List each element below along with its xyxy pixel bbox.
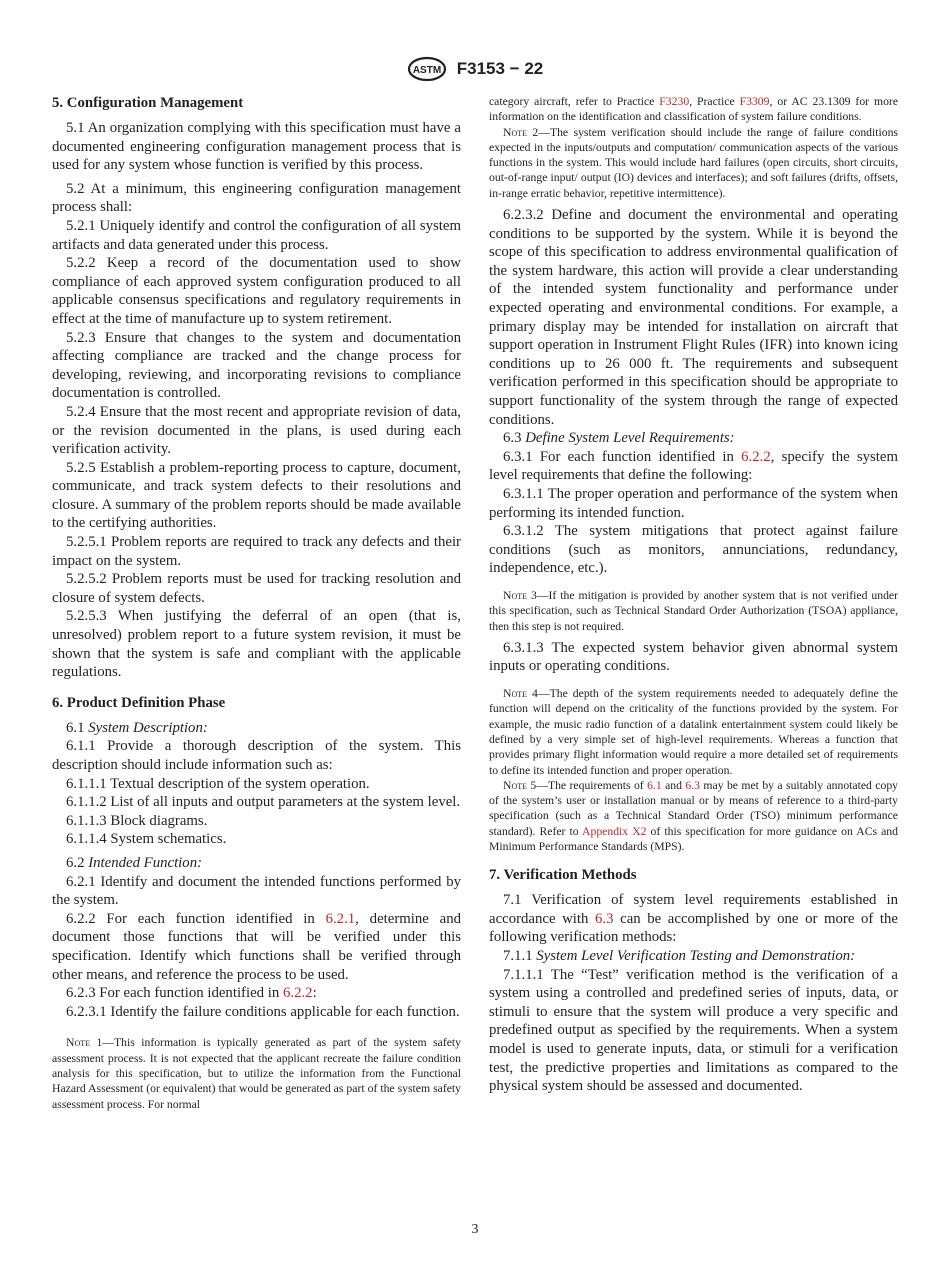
note-1: Note 1—This information is typically generated as part of the system safety assessment process. It is not expected that the applicant recreate the failure condition analysis for this specification, but to utilize the information from the Functional Hazard Assessment (or equivalent) that would be generated as part of the system safety assessment process. For normal: [52, 1036, 461, 1111]
page-header: [0, 56, 950, 82]
paragraph-5-2-5-3: 5.2.5.3 When justifying the deferral of an open (that is, unresolved) problem report to a future system revision, it must be shown that the system is safe and compliant with the applicable regulations.: [52, 608, 461, 681]
paragraph-5-2-5-1: 5.2.5.1 Problem reports are required to track any defects and their impact on the system.: [52, 534, 461, 569]
link-appendix-x2[interactable]: Appendix X2: [582, 824, 647, 838]
link-6-2-1[interactable]: 6.2.1: [325, 910, 356, 927]
link-6-2-2-b[interactable]: 6.2.2: [741, 448, 771, 465]
paragraph-6-1-1-3: 6.1.1.3 Block diagrams.: [66, 812, 208, 829]
paragraph-6-1-1-4: 6.1.1.4 System schematics.: [66, 831, 227, 848]
link-6-3[interactable]: 6.3: [685, 778, 701, 792]
note-2: Note 2—The system verification should include the range of failure conditions expected in the inputs/outputs and computation/ communication aspects of the various functions in the system. This would include hard failures (open circuits, short circuits, out-of-range input/ output (IO) devices and interfaces); and soft failures (drifts, offsets, in-range erratic behavior, repetitive intermittence).: [489, 125, 898, 200]
paragraph-5-2-5: 5.2.5 Establish a problem-reporting process to capture, document, communicate, and track system defects to their resolutions and closure. A summary of the problem reports should be made available to the certifying authorities.: [52, 459, 461, 532]
note-4: Note 4—The depth of the system requirements needed to adequately define the function will depend on the criticality of the functions provided by the system. For example, the music radio function of a datalink entertainment system could likely be defined by a very simple set of high-level requirements. Whereas a function that provides primary flight information would require a more detailed set of requirements to define its intended function and proper operation.: [489, 687, 898, 777]
paragraph-6-3: 6.3 Define System Level Requirements:: [503, 430, 735, 447]
paragraph-6-3-1-3: 6.3.1.3 The expected system behavior given abnormal system inputs or operating conditions.: [489, 639, 898, 675]
svg-text:ASTM: ASTM: [412, 65, 441, 76]
paragraph-6-3-1-2: 6.3.1.2 The system mitigations that protect against failure conditions (such as monitors, annunciations, redundancy, independence, etc.).: [489, 523, 898, 577]
paragraph-5-1: 5.1 An organization complying with this specification must have a documented engineering configuration management process that is used for any system whose function is verified by this process.: [52, 120, 461, 174]
section-heading-6: 6. Product Definition Phase: [52, 694, 226, 711]
left-column: [52, 94, 461, 1112]
paragraph-5-2-2: 5.2.2 Keep a record of the documentation used to show compliance of each approved system configuration produced to all applicable consensus specifications and regulatory requirements in effect at the time of manufacture up to system retirement.: [52, 255, 461, 327]
paragraph-7-1-1-1: 7.1.1.1 The “Test” verification method is the verification of a system using a controlled and predefined series of inputs, data, or stimuli to ensure that the system will produce a very specific and predefined output as specified by the requirements. When a system model is used to generate inputs, data, or stimuli for a verification test, the predictive properties and limitations as compared to the physical system should be assessed and documented.: [489, 966, 898, 1095]
paragraph-6-2-3: 6.2.3 For each function identified in 6.2.2:: [66, 985, 317, 1002]
paragraph-6-1-1: 6.1.1 Provide a thorough description of the system. This description should include information such as:: [52, 738, 461, 773]
link-6-2-2[interactable]: 6.2.2: [282, 985, 313, 1002]
document-designation: F3153 − 22: [456, 59, 544, 78]
paragraph-5-2-4: 5.2.4 Ensure that the most recent and appropriate revision of data, or the revision documented in the plans, is used during each verification activity.: [52, 403, 461, 458]
paragraph-7-1: 7.1 Verification of system level requirements established in accordance with 6.3 can be accomplished by one or more of the following verification methods:: [489, 892, 898, 946]
link-6-3-b[interactable]: 6.3: [595, 910, 614, 927]
paragraph-6-1-1-1: 6.1.1.1 Textual description of the system operation.: [66, 775, 370, 792]
paragraph-5-2-3: 5.2.3 Ensure that changes to the system and documentation affecting compliance are tracked and the change process for developing, reviewing, and incorporating revisions to compliance documentation is controlled.: [52, 329, 461, 402]
link-f3230[interactable]: F3230: [659, 95, 690, 108]
paragraph-6-2-1: 6.2.1 Identify and document the intended functions performed by the system.: [52, 873, 461, 909]
section-heading-7: 7. Verification Methods: [489, 867, 637, 884]
paragraph-7-1-1: 7.1.1 System Level Verification Testing and Demonstration:: [503, 948, 856, 965]
paragraph-5-2: 5.2 At a minimum, this engineering configuration management process shall:: [52, 180, 461, 216]
paragraph-6-3-1-1: 6.3.1.1 The proper operation and performance of the system when performing its intended function.: [489, 485, 898, 521]
right-column: [489, 94, 898, 1096]
note-1-continued: category aircraft, refer to Practice F3230, Practice F3309, or AC 23.1309 for more information on the identification and classification of system failure conditions.: [489, 95, 899, 124]
paragraph-5-2-5-2: 5.2.5.2 Problem reports must be used for tracking resolution and closure of system defects.: [52, 571, 461, 606]
paragraph-6-2-3-1: 6.2.3.1 Identify the failure conditions applicable for each function.: [66, 1003, 460, 1020]
section-heading-5: 5. Configuration Management: [52, 95, 244, 111]
paragraph-6-1-1-2: 6.1.1.2 List of all inputs and output parameters at the system level.: [66, 794, 461, 811]
paragraph-6-2-2: 6.2.2 For each function identified in 6.2.1, determine and document those functions that will be verified under this specification. Identify which functions shall be verified through other means, and reference the process to be used.: [52, 910, 461, 983]
link-6-1[interactable]: 6.1: [647, 778, 662, 792]
page-number: 3: [471, 1222, 479, 1237]
paragraph-5-2-1: 5.2.1 Uniquely identify and control the configuration of all system artifacts and data generated under this process.: [52, 217, 461, 253]
paragraph-6-2: 6.2 Intended Function:: [66, 854, 203, 871]
note-3: Note 3—If the mitigation is provided by another system that is not verified under this specification, such as Technical Standard Order Authorization (TSOA) appliance, then this step is not required.: [489, 588, 898, 633]
astm-logo-icon: [407, 56, 447, 82]
paragraph-6-1: 6.1 System Description:: [66, 719, 208, 736]
paragraph-6-3-1: 6.3.1 For each function identified in 6.2.2, specify the system level requirements that define the following:: [489, 448, 898, 484]
note-5: Note 5—The requirements of 6.1 and 6.3 may be met by a suitably annotated copy of the system’s user or installation manual or by means of reference to a third-party specification (such as a Technical Standard Order (TSO) minimum performance standard). Refer to Appendix X2 of this specification for more guidance on ACs and Minimum Performance Standards (MPS).: [489, 778, 899, 853]
link-f3309[interactable]: F3309: [739, 95, 770, 108]
paragraph-6-2-3-2: 6.2.3.2 Define and document the environmental and operating conditions to be supported by the system. While it is beyond the scope of this specification to address environmental qualification of the system hardware, this action will provide a clear understanding of the intended system functionality and performance under expected operating and environmental conditions. For example, a primary display may be intended for installation on aircraft that support operation in Instrument Flight Rules (IFR) into known icing conditions up to 26 000 ft. The requirements and subsequent verification performed in this specification should be appropriate to support functionality of the system through the range of expected conditions.: [489, 207, 898, 428]
